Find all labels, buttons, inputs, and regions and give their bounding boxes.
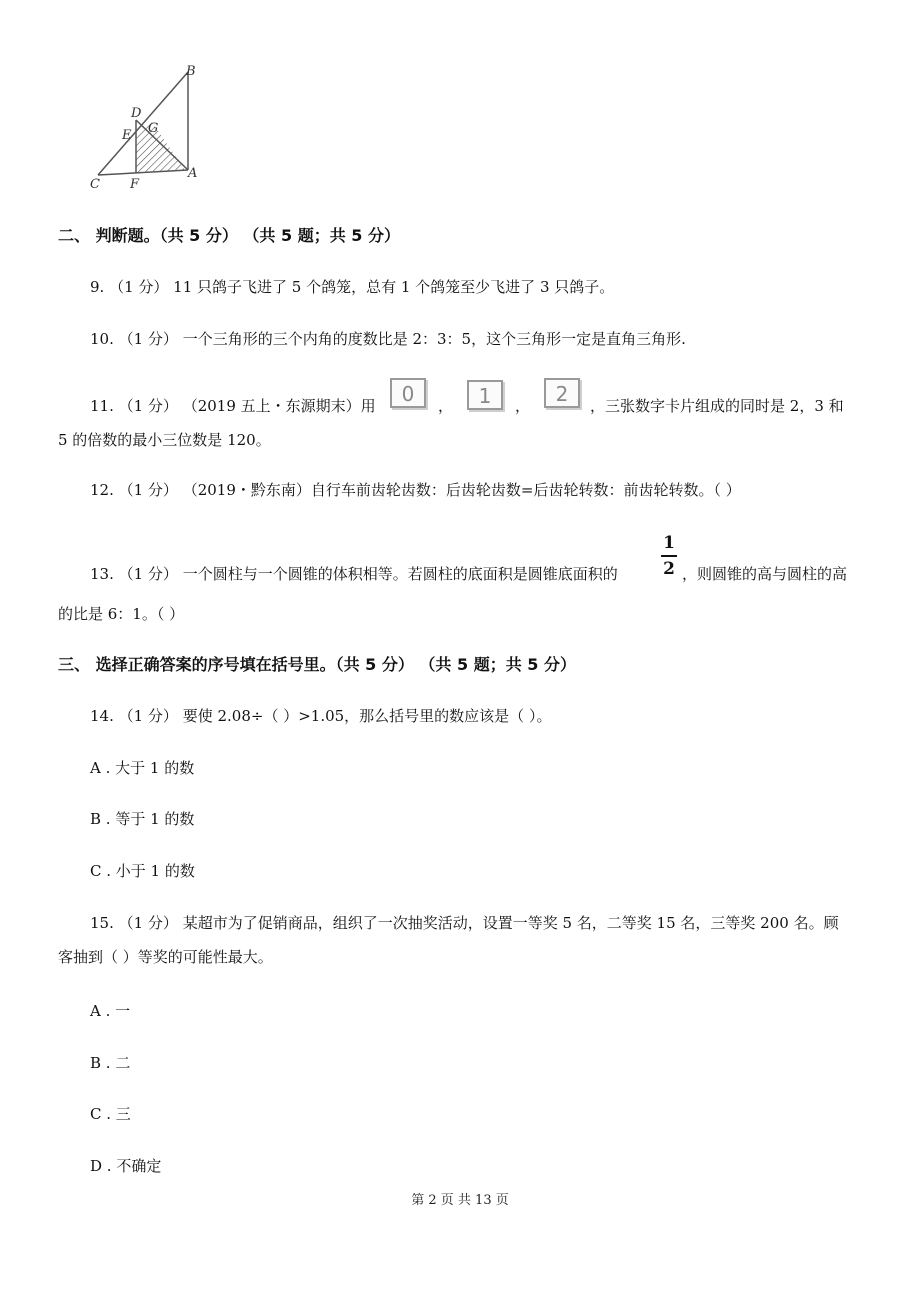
shaded-region xyxy=(136,122,185,172)
question-12: 12. （1 分） （2019・黔东南）自行车前齿轮齿数：后齿轮齿数=后齿轮转数：前齿轮转数。（ ） xyxy=(90,481,741,499)
question-14: 14. （1 分） 要使 2.08÷（ ）>1.05，那么括号里的数应该是（ ）。 xyxy=(90,707,552,725)
question-11-line2: 5 的倍数的最小三位数是 120。 xyxy=(58,431,271,449)
label-d: D xyxy=(131,106,142,121)
question-13-suffix: ，则圆锥的高与圆柱的高 xyxy=(682,565,848,583)
triangle-figure xyxy=(80,60,210,195)
page-footer: 第 2 页 共 13 页 xyxy=(411,1193,509,1208)
question-15-line1: 15. （1 分） 某超市为了促销商品，组织了一次抽奖活动，设置一等奖 5 名，二等奖 15 名，三等奖 200 名。顾 xyxy=(90,914,839,932)
digit-card-2: 2 xyxy=(544,378,580,408)
digit-card-0: 0 xyxy=(390,378,426,408)
question-14-option-a: A . 大于 1 的数 xyxy=(90,759,195,777)
question-14-option-c: C . 小于 1 的数 xyxy=(90,862,195,880)
question-11-suffix: ，三张数字卡片组成的同时是 2，3 和 xyxy=(590,397,844,415)
fraction-bar xyxy=(661,555,677,557)
label-e: E xyxy=(122,128,132,143)
label-g: G xyxy=(148,121,159,136)
question-15-option-d: D . 不确定 xyxy=(90,1157,162,1175)
section-3-title: 三、 选择正确答案的序号填在括号里。（共 5 分） （共 5 题；共 5 分） xyxy=(58,655,576,674)
section-2-title: 二、 判断题。（共 5 分） （共 5 题；共 5 分） xyxy=(58,226,400,245)
label-f: F xyxy=(130,177,140,192)
fraction-denominator: 2 xyxy=(663,559,675,579)
question-15-option-b: B . 二 xyxy=(90,1054,131,1072)
question-11-prefix: 11. （1 分） （2019 五上・东源期末）用 xyxy=(90,397,376,415)
question-14-option-b: B . 等于 1 的数 xyxy=(90,810,195,828)
question-15-option-c: C . 三 xyxy=(90,1105,131,1123)
question-11-sep-1: ， xyxy=(438,397,454,415)
question-15-line2: 客抽到（ ）等奖的可能性最大。 xyxy=(58,948,273,966)
question-11-sep-2: ， xyxy=(515,397,531,415)
question-15-option-a: A . 一 xyxy=(90,1002,131,1020)
label-b: B xyxy=(186,64,196,79)
label-a: A xyxy=(188,166,198,181)
fraction-numerator: 1 xyxy=(663,533,675,553)
label-c: C xyxy=(90,177,100,192)
question-13-prefix: 13. （1 分） 一个圆柱与一个圆锥的体积相等。若圆柱的底面积是圆锥底面积的 xyxy=(90,565,618,583)
digit-card-1: 1 xyxy=(467,380,503,410)
question-9: 9. （1 分） 11 只鸽子飞进了 5 个鸽笼，总有 1 个鸽笼至少飞进了 3 只鸽子。 xyxy=(90,278,615,296)
question-10: 10. （1 分） 一个三角形的三个内角的度数比是 2：3：5，这个三角形一定是直角三角形. xyxy=(90,330,686,348)
fraction-one-half xyxy=(661,534,677,578)
question-13-line2: 的比是 6：1。（ ） xyxy=(58,605,185,623)
